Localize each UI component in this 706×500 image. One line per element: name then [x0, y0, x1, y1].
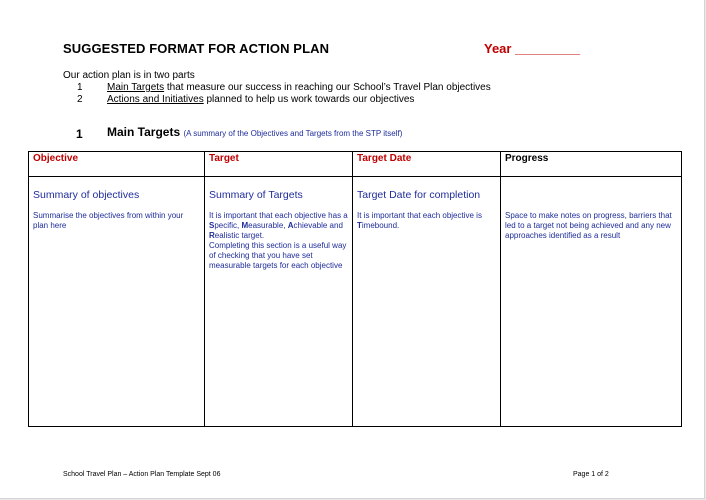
- table-header-row: [29, 152, 682, 177]
- column-header-progress: Progress: [501, 152, 682, 177]
- target-cell-text-2: Completing this section is a useful way of checking that you have set measurable targets for each objective: [209, 241, 347, 270]
- target-cell-text: It is important that each objective has a Specific, Measurable, Achievable and Realistic target. Completing this section is a useful way of checking that you have set measurable targets for each objective: [209, 211, 348, 270]
- page-title: SUGGESTED FORMAT FOR ACTION PLAN: [63, 41, 330, 56]
- main-targets-table: [28, 151, 682, 427]
- target-date-cell-title: Target Date for completion: [357, 189, 481, 201]
- footer-page-number: Page 1 of 2: [573, 471, 609, 478]
- column-header-target: Target: [205, 152, 353, 177]
- target-cell-title: Summary of Targets: [209, 189, 303, 201]
- section-title: Main Targets: [107, 125, 181, 139]
- footer-document-title: School Travel Plan – Action Plan Template Sept 06: [63, 471, 221, 478]
- point-text: [107, 94, 414, 105]
- objective-cell[interactable]: [29, 177, 205, 427]
- section-title-wrap: [107, 125, 402, 139]
- point-text: [107, 82, 491, 93]
- point-underlined-term: Actions and Initiatives: [107, 94, 204, 105]
- section-heading: [76, 125, 403, 143]
- point-description: planned to help us work towards our objectives: [203, 94, 415, 105]
- target-date-cell-text: It is important that each objective is Timebound.: [357, 211, 482, 230]
- progress-cell-text: Space to make notes on progress, barriers that led to a target not being achieved and any new approaches identified as a result: [505, 211, 672, 240]
- intro-text: Our action plan is in two parts: [63, 70, 195, 81]
- section-note: (A summary of the Objectives and Targets from the STP itself): [183, 129, 403, 138]
- column-header-target-date: Target Date: [353, 152, 501, 177]
- table-row: [29, 177, 682, 427]
- target-date-cell[interactable]: [353, 177, 501, 427]
- column-header-objective: Objective: [29, 152, 205, 177]
- point-number: 1: [77, 82, 83, 93]
- section-number: 1: [76, 127, 83, 141]
- progress-cell-spacer: [505, 189, 677, 201]
- objective-cell-text: Summarise the objectives from within your plan here: [33, 211, 184, 230]
- target-cell[interactable]: [205, 177, 353, 427]
- objective-cell-title: Summary of objectives: [33, 189, 140, 201]
- progress-cell[interactable]: [501, 177, 682, 427]
- point-description: that measure our success in reaching our School’s Travel Plan objectives: [164, 82, 491, 93]
- year-field-label: Year _________: [484, 41, 581, 56]
- point-number: 2: [77, 94, 83, 105]
- point-underlined-term: Main Targets: [107, 82, 165, 93]
